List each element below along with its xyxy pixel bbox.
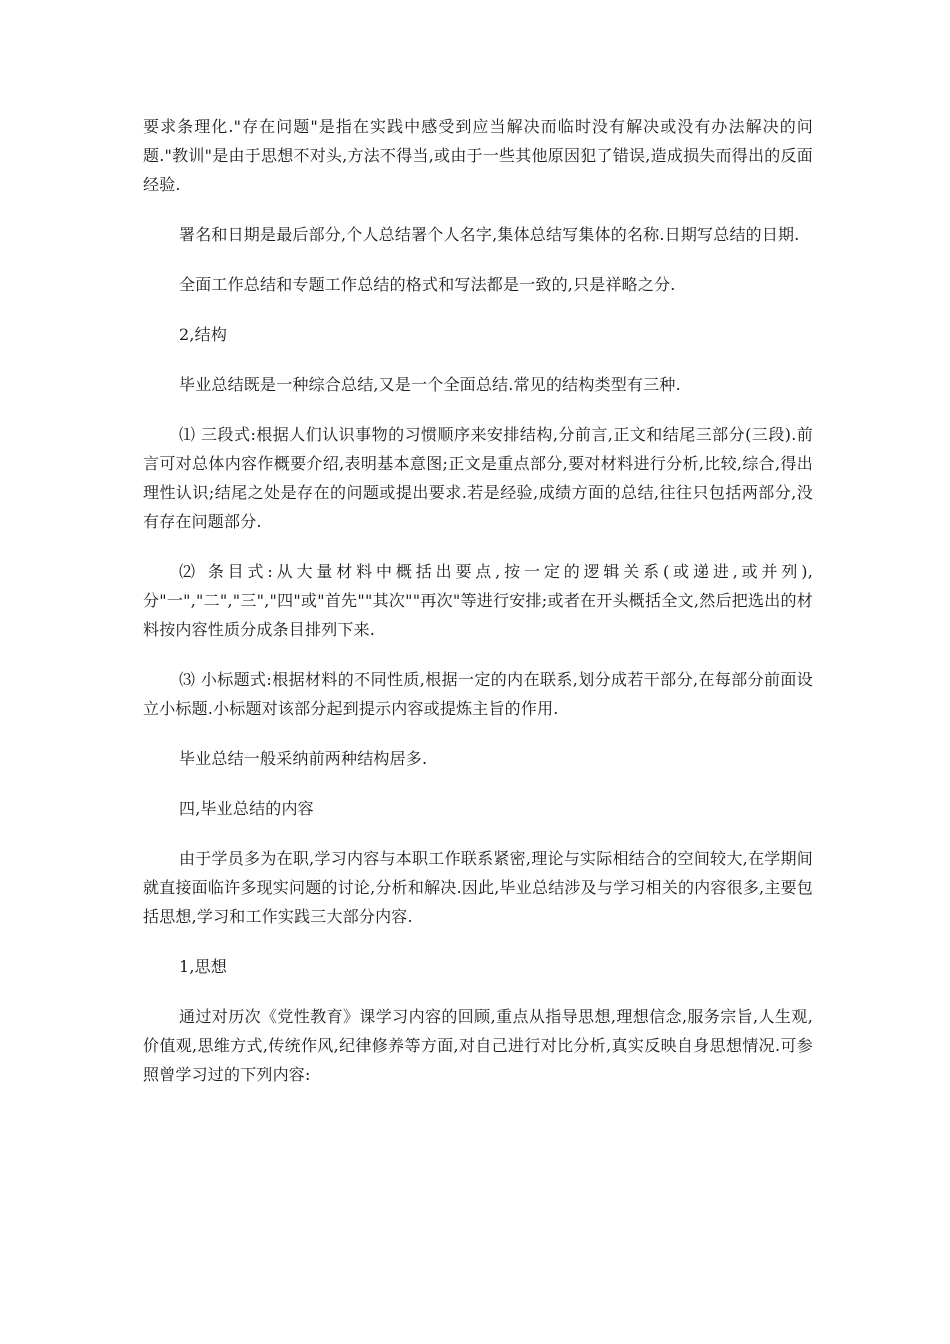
list-item-itemized: ⑵ 条目式:从大量材料中概括出要点,按一定的逻辑关系(或递进,或并列),分"一","二","三","四"或"首先""其次""再次"等进行安排;或者在开头概括全文,然后把选出的材料按内容性质分成条目排列下来. (143, 562, 813, 639)
section-heading-content: 四,毕业总结的内容 (179, 799, 314, 818)
list-item-subheading: ⑶ 小标题式:根据材料的不同性质,根据一定的内在联系,划分成若干部分,在每部分前面设立小标题.小标题对该部分起到提示内容或提炼主旨的作用. (143, 670, 813, 718)
paragraph-thought-detail: 通过对历次《党性教育》课学习内容的回顾,重点从指导思想,理想信念,服务宗旨,人生观,价值观,思维方式,传统作风,纪律修养等方面,对自己进行对比分析,真实反映自身思想情况.可参照曾学习过的下列内容: (143, 1007, 813, 1084)
document-body (143, 112, 813, 1110)
paragraph-signature-date: 署名和日期是最后部分,个人总结署个人名字,集体总结写集体的名称.日期写总结的日期. (179, 225, 800, 244)
list-item-three-part: ⑴ 三段式:根据人们认识事物的习惯顺序来安排结构,分前言,正文和结尾三部分(三段).前言可对总体内容作概要介绍,表明基本意图;正文是重点部分,要对材料进行分析,比较,综合,得出理性认识;结尾之处是存在的问题或提出要求.若是经验,成绩方面的总结,往往只包括两部分,没有存在问题部分. (143, 425, 813, 531)
paragraph-content-intro: 由于学员多为在职,学习内容与本职工作联系紧密,理论与实际相结合的空间较大,在学期间就直接面临许多现实问题的讨论,分析和解决.因此,毕业总结涉及与学习相关的内容很多,主要包括思想,学习和工作实践三大部分内容. (143, 849, 813, 926)
section-heading-structure: 2,结构 (179, 325, 228, 344)
paragraph-continuation: 要求条理化."存在问题"是指在实践中感受到应当解决而临时没有解决或没有办法解决的问题."教训"是由于思想不对头,方法不得当,或由于一些其他原因犯了错误,造成损失而得出的反面经验. (143, 117, 813, 194)
section-heading-thought: 1,思想 (179, 957, 228, 976)
paragraph-structure-intro: 毕业总结既是一种综合总结,又是一个全面总结.常见的结构类型有三种. (179, 375, 681, 394)
paragraph-structure-summary: 毕业总结一般采纳前两种结构居多. (179, 749, 428, 768)
paragraph-format-note: 全面工作总结和专题工作总结的格式和写法都是一致的,只是祥略之分. (179, 275, 676, 294)
